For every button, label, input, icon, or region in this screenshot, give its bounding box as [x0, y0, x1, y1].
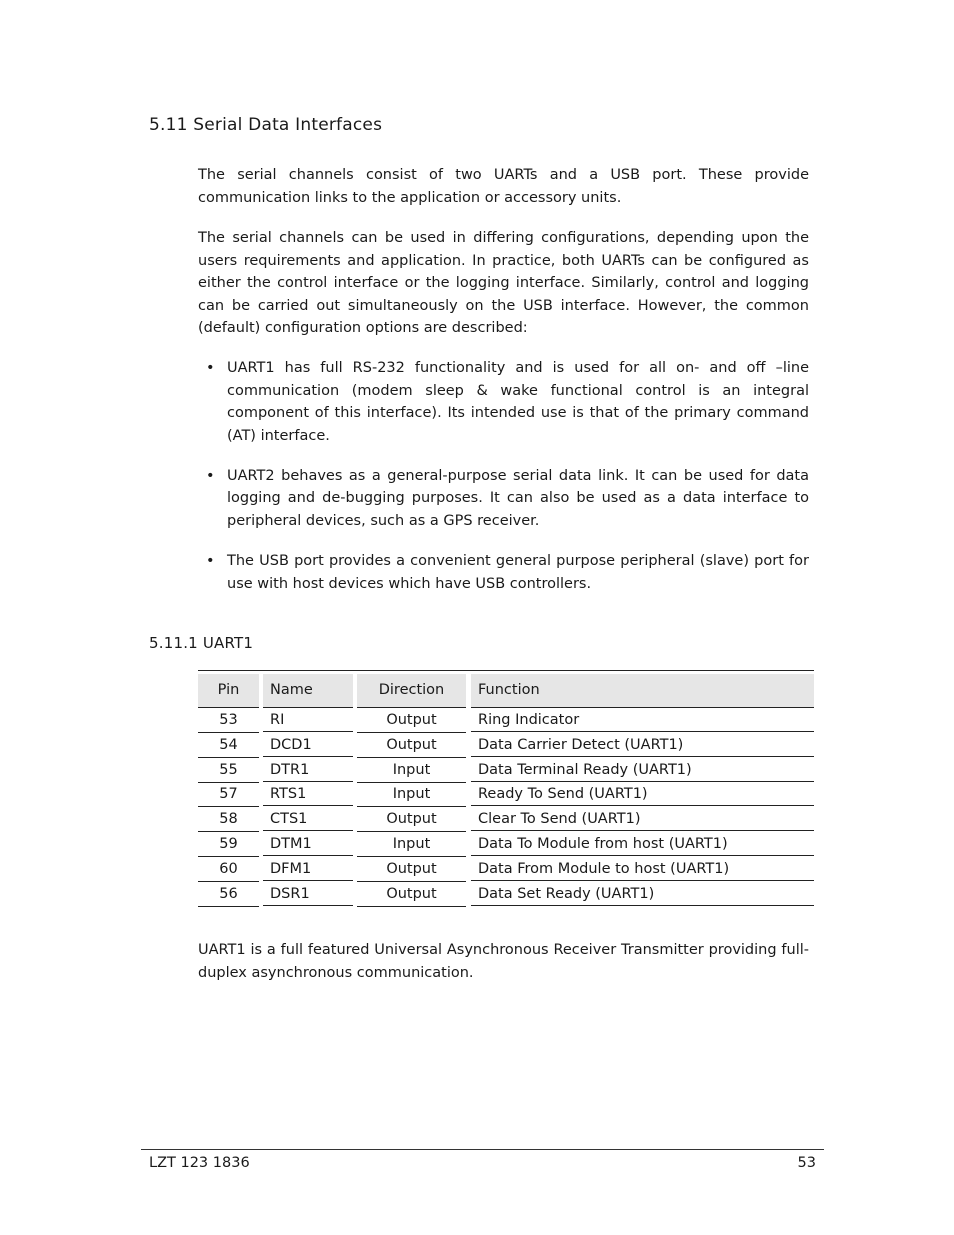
- table-cell-function: Data Carrier Detect (UART1): [471, 733, 814, 757]
- configuration-paragraph: The serial channels can be used in differing configurations, depending upon the users requirements and application. In practice, both UARTs can be configured as either the control interface or the logging interface. Similarly, control and logging can be carried out simultaneously on the USB interface. However, the common (default) configuration options are described:: [198, 230, 809, 337]
- footer-rule: [141, 1149, 824, 1150]
- table-cell-function: Data To Module from host (UART1): [471, 832, 814, 856]
- table-cell-pin: 53: [198, 708, 259, 733]
- bullet-item-uart2: [198, 465, 809, 533]
- bullet-item-uart1: [198, 357, 809, 447]
- table-cell-pin: 55: [198, 758, 259, 783]
- bullet-text: UART1 has full RS-232 functionality and is used for all on- and off –line communication (modem sleep & wake functional control is an integral component of this interface). Its intended use is that of the primary command (AT) interface.: [227, 360, 809, 444]
- table-cell-direction: Output: [357, 857, 466, 882]
- table-header-name: Name: [263, 674, 353, 707]
- table-header-function: Function: [471, 674, 814, 707]
- bullet-dot-icon: •: [206, 553, 215, 570]
- table-cell-name: DSR1: [263, 882, 353, 906]
- table-cell-name: DTM1: [263, 832, 353, 856]
- table-cell-name: CTS1: [263, 807, 353, 831]
- uart1-description: UART1 is a full featured Universal Asynchronous Receiver Transmitter providing full-duplex asynchronous communication.: [198, 942, 809, 981]
- table-cell-direction: Output: [357, 708, 466, 733]
- bullet-dot-icon: •: [206, 360, 215, 376]
- table-cell-pin: 60: [198, 857, 259, 882]
- table-cell-direction: Input: [357, 758, 466, 783]
- table-cell-pin: 57: [198, 782, 259, 807]
- table-cell-function: Ready To Send (UART1): [471, 782, 814, 806]
- section-heading: 5.11 Serial Data Interfaces: [149, 115, 383, 135]
- table-cell-pin: 59: [198, 832, 259, 857]
- table-cell-name: RTS1: [263, 782, 353, 806]
- table-cell-direction: Output: [357, 733, 466, 758]
- table-cell-pin: 54: [198, 733, 259, 758]
- table-header-pin: Pin: [198, 674, 259, 707]
- table-top-rule: [198, 670, 814, 671]
- footer-page-number: 53: [797, 1155, 816, 1171]
- table-header-direction: Direction: [357, 674, 466, 707]
- bullet-dot-icon: •: [206, 467, 215, 484]
- bullet-item-usb: [198, 550, 809, 595]
- table-cell-pin: 58: [198, 807, 259, 832]
- bullet-text: The USB port provides a convenient general purpose peripheral (slave) port for use with host devices which have USB controllers.: [227, 553, 809, 592]
- table-cell-direction: Input: [357, 832, 466, 857]
- table-cell-direction: Output: [357, 882, 466, 907]
- table-cell-name: RI: [263, 708, 353, 732]
- table-cell-pin: 56: [198, 882, 259, 907]
- table-cell-function: Data Set Ready (UART1): [471, 882, 814, 906]
- table-cell-name: DFM1: [263, 857, 353, 881]
- table-cell-name: DCD1: [263, 733, 353, 757]
- interface-bullet-list: [198, 357, 809, 613]
- table-cell-function: Ring Indicator: [471, 708, 814, 732]
- table-cell-direction: Input: [357, 782, 466, 807]
- bullet-text: UART2 behaves as a general-purpose serial data link. It can be used for data logging and de-bugging purposes. It can also be used as a data interface to peripheral devices, such as a GPS receiver.: [227, 467, 809, 530]
- intro-paragraph: The serial channels consist of two UARTs and a USB port. These provide communication links to the application or accessory units.: [198, 167, 809, 206]
- table-cell-direction: Output: [357, 807, 466, 832]
- table-cell-function: Data From Module to host (UART1): [471, 857, 814, 881]
- footer-doc-number: LZT 123 1836: [149, 1155, 250, 1171]
- table-cell-function: Clear To Send (UART1): [471, 807, 814, 831]
- table-cell-name: DTR1: [263, 758, 353, 782]
- table-cell-function: Data Terminal Ready (UART1): [471, 758, 814, 782]
- subsection-heading: 5.11.1 UART1: [149, 634, 254, 652]
